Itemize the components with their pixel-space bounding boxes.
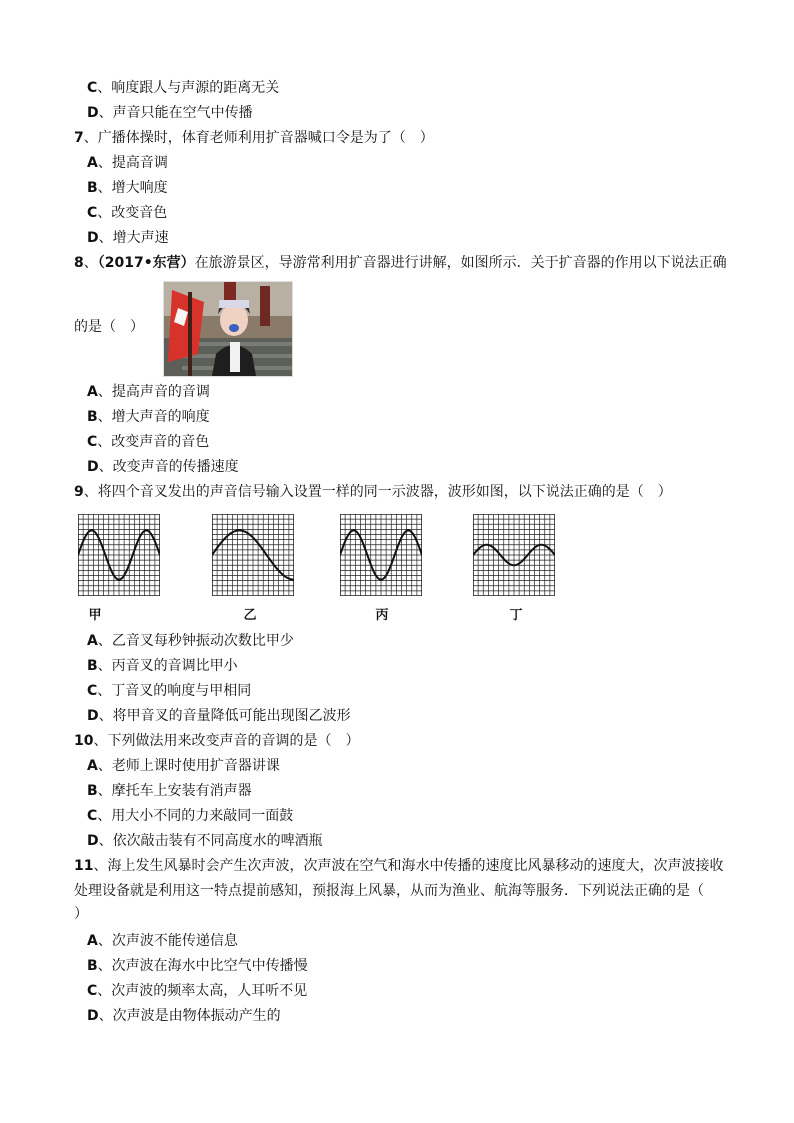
waveform-label-yi: 乙 <box>243 608 257 623</box>
q8-option-b: B、增大声音的响度 <box>87 409 210 425</box>
q10-option-b: B、摩托车上安装有消声器 <box>87 783 252 799</box>
q7-option-c: C、改变音色 <box>87 205 168 221</box>
q8-stem-line2: 的是（ ） <box>74 319 144 335</box>
q8-option-c: C、改变声音的音色 <box>87 434 210 450</box>
oscilloscope-grid <box>473 514 555 596</box>
q11-option-d: D、次声波是由物体振动产生的 <box>87 1008 281 1024</box>
q7-option-d: D、增大声速 <box>87 230 169 246</box>
oscilloscope-grid <box>340 514 422 596</box>
waveform-graph-yi <box>212 514 294 596</box>
waveform-label-ding: 丁 <box>509 608 523 623</box>
oscilloscope-grid <box>78 514 160 596</box>
q8-stem-line1: 8、（2017•东营）在旅游景区，导游常利用扩音器进行讲解，如图所示．关于扩音器的作用以下说法正确 <box>74 255 727 271</box>
q9-option-d: D、将甲音叉的音量降低可能出现图乙波形 <box>87 708 351 724</box>
q11-option-a: A、次声波不能传递信息 <box>87 933 238 949</box>
q9-option-c: C、丁音叉的响度与甲相同 <box>87 683 252 699</box>
q10-option-a: A、老师上课时使用扩音器讲课 <box>87 758 280 774</box>
tour-guide-photo <box>163 281 293 377</box>
q9-option-b: B、丙音叉的音调比甲小 <box>87 658 238 674</box>
q11-stem-line3: ） <box>74 906 88 922</box>
q7-option-a: A、提高音调 <box>87 155 168 171</box>
q10-option-d: D、依次敲击装有不同高度水的啤酒瓶 <box>87 833 323 849</box>
waveform-graph-bing <box>340 514 422 596</box>
q7-option-b: B、增大响度 <box>87 180 168 196</box>
waveform-graph-jia <box>78 514 160 596</box>
q9-stem: 9、将四个音叉发出的声音信号输入设置一样的同一示波器，波形如图，以下说法正确的是（ ） <box>74 484 672 500</box>
q10-option-c: C、用大小不同的力来敲同一面鼓 <box>87 808 294 824</box>
q11-stem-line2: 处理设备就是利用这一特点提前感知，预报海上风暴，从而为渔业、航海等服务．下列说法正确的是（ <box>74 883 704 899</box>
q11-option-b: B、次声波在海水中比空气中传播慢 <box>87 958 308 974</box>
q6-option-d: D、声音只能在空气中传播 <box>87 105 253 121</box>
waveform-label-bing: 丙 <box>375 608 389 623</box>
waveform-graph-ding <box>473 514 555 596</box>
q11-option-c: C、次声波的频率太高，人耳听不见 <box>87 983 308 999</box>
q11-stem-line1: 11、海上发生风暴时会产生次声波，次声波在空气和海水中传播的速度比风暴移动的速度大，次声波接收 <box>74 858 724 874</box>
q9-option-a: A、乙音叉每秒钟振动次数比甲少 <box>87 633 294 649</box>
q6-option-c: C、响度跟人与声源的距离无关 <box>87 80 280 96</box>
tour-guide-image-icon <box>164 282 292 376</box>
q10-stem: 10、下列做法用来改变声音的音调的是（ ） <box>74 733 360 749</box>
q7-stem: 7、广播体操时，体育老师利用扩音器喊口令是为了（ ） <box>74 130 434 146</box>
q8-option-d: D、改变声音的传播速度 <box>87 459 239 475</box>
waveform-label-jia: 甲 <box>88 608 102 623</box>
oscilloscope-grid <box>212 514 294 596</box>
q8-option-a: A、提高声音的音调 <box>87 384 210 400</box>
